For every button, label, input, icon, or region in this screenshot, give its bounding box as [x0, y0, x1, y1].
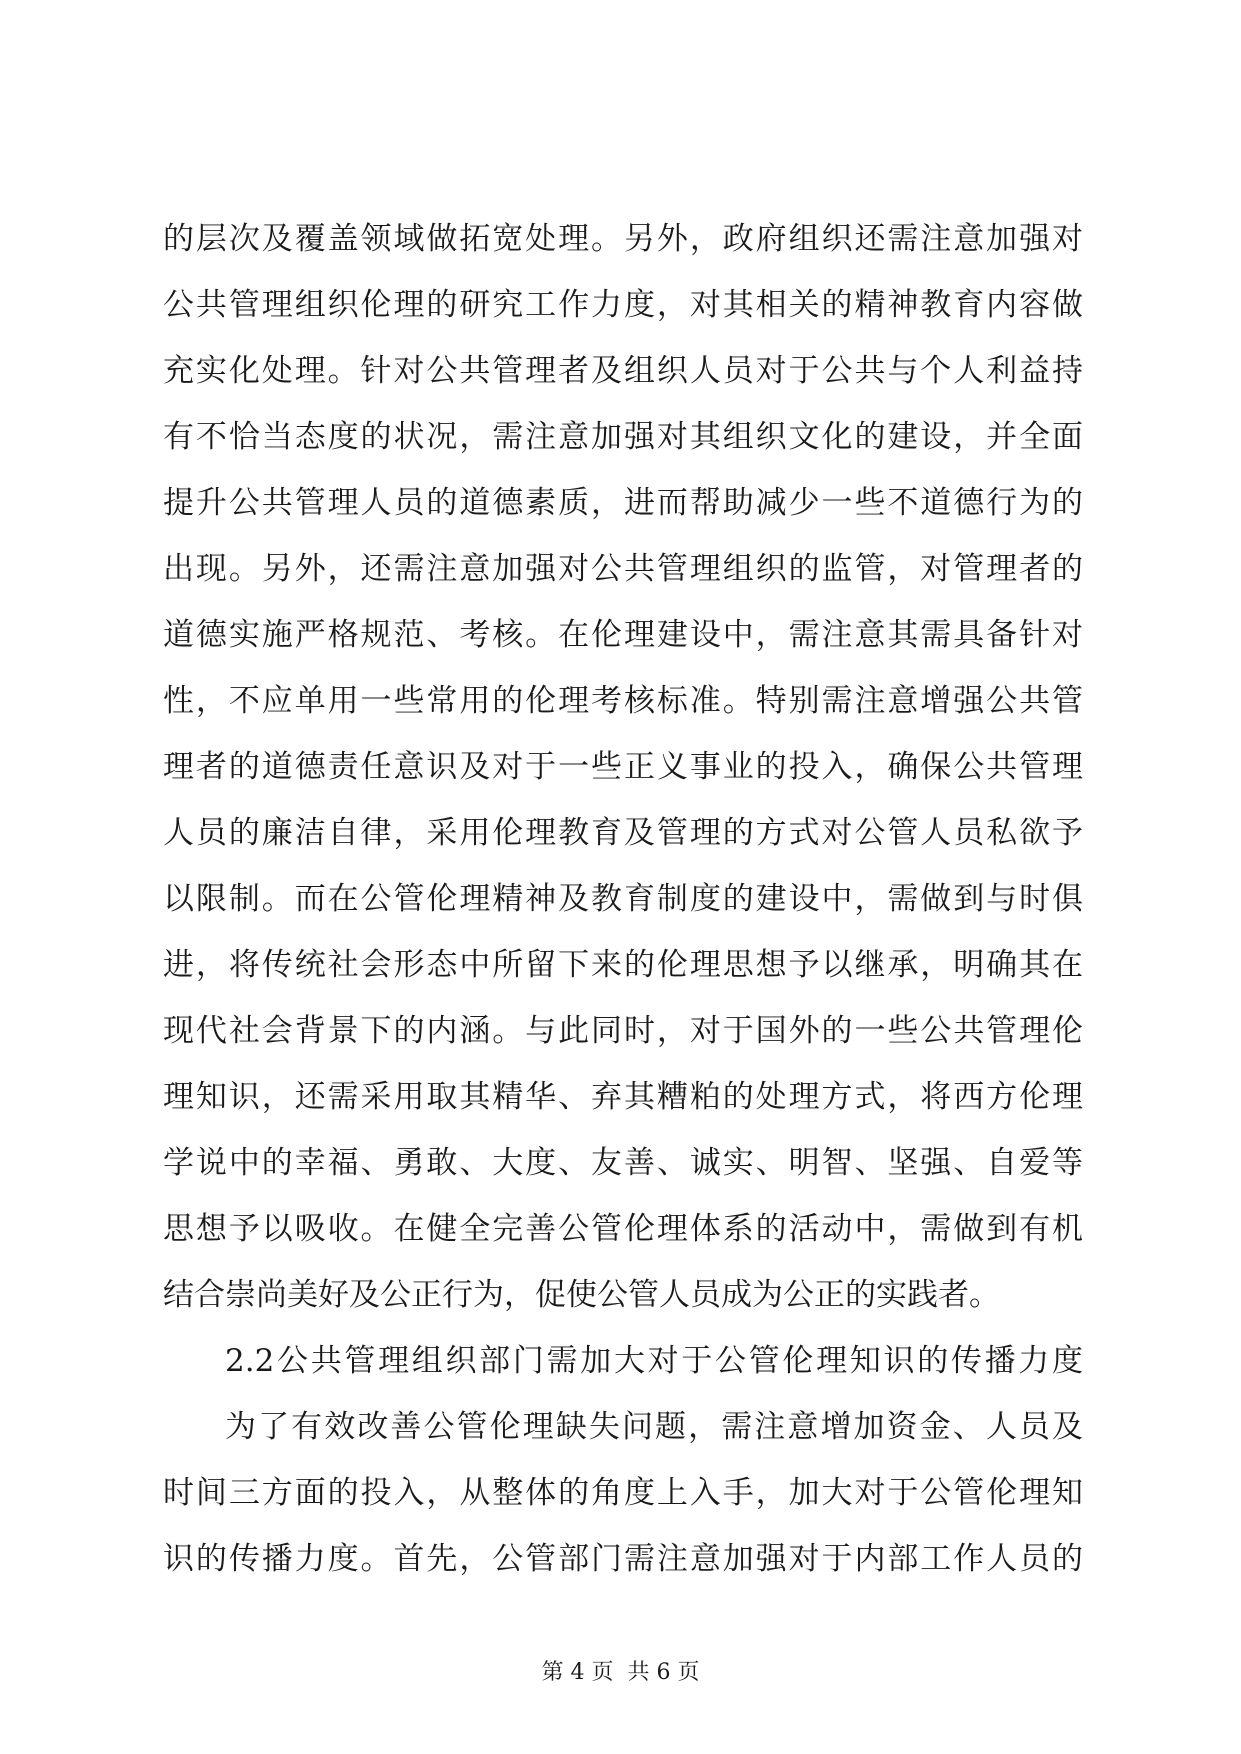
paragraph-line: 结合崇尚美好及公正行为，促使公管人员成为公正的实践者。: [163, 1277, 1000, 1313]
paragraph-line: 学说中的幸福、勇敢、大度、友善、诚实、明智、坚强、自爱等: [163, 1145, 1083, 1181]
paragraph-line: 出现。另外，还需注意加强对公共管理组织的监管，对管理者的: [163, 551, 1083, 587]
paragraph-line: 识的传播力度。首先，公管部门需注意加强对于内部工作人员的: [163, 1541, 1083, 1577]
paragraph-line: 性，不应单用一些常用的伦理考核标准。特别需注意增强公共管: [163, 683, 1083, 719]
paragraph-line: 充实化处理。针对公共管理者及组织人员对于公共与个人利益持: [163, 353, 1083, 389]
paragraph-line: 的层次及覆盖领域做拓宽处理。另外，政府组织还需注意加强对: [163, 221, 1083, 257]
paragraph-line: 思想予以吸收。在健全完善公管伦理体系的活动中，需做到有机: [163, 1211, 1083, 1247]
paragraph-line: 理知识，还需采用取其精华、弃其糟粕的处理方式，将西方伦理: [163, 1079, 1083, 1115]
paragraph-line: 人员的廉洁自律，采用伦理教育及管理的方式对公管人员私欲予: [163, 815, 1083, 851]
paragraph-line: 进，将传统社会形态中所留下来的伦理思想予以继承，明确其在: [163, 947, 1083, 983]
paragraph-line: 现代社会背景下的内涵。与此同时，对于国外的一些公共管理伦: [163, 1013, 1083, 1049]
paragraph-line: 理者的道德责任意识及对于一些正义事业的投入，确保公共管理: [163, 749, 1083, 785]
section-heading: 2.2公共管理组织部门需加大对于公管伦理知识的传播力度: [225, 1343, 1083, 1379]
paragraph-line: 有不恰当态度的状况，需注意加强对其组织文化的建设，并全面: [163, 419, 1083, 455]
paragraph-line: 以限制。而在公管伦理精神及教育制度的建设中，需做到与时俱: [163, 881, 1083, 917]
paragraph-line: 公共管理组织伦理的研究工作力度，对其相关的精神教育内容做: [163, 287, 1083, 323]
paragraph-line: 时间三方面的投入，从整体的角度上入手，加大对于公管伦理知: [163, 1475, 1083, 1511]
page-number-label: 第 4 页 共 6 页: [541, 1660, 700, 1685]
paragraph-line: 提升公共管理人员的道德素质，进而帮助减少一些不道德行为的: [163, 485, 1083, 521]
paragraph-line: 道德实施严格规范、考核。在伦理建设中，需注意其需具备针对: [163, 617, 1083, 653]
paragraph-line: 为了有效改善公管伦理缺失问题，需注意增加资金、人员及: [225, 1409, 1083, 1445]
page-footer: [0, 1658, 1241, 1688]
